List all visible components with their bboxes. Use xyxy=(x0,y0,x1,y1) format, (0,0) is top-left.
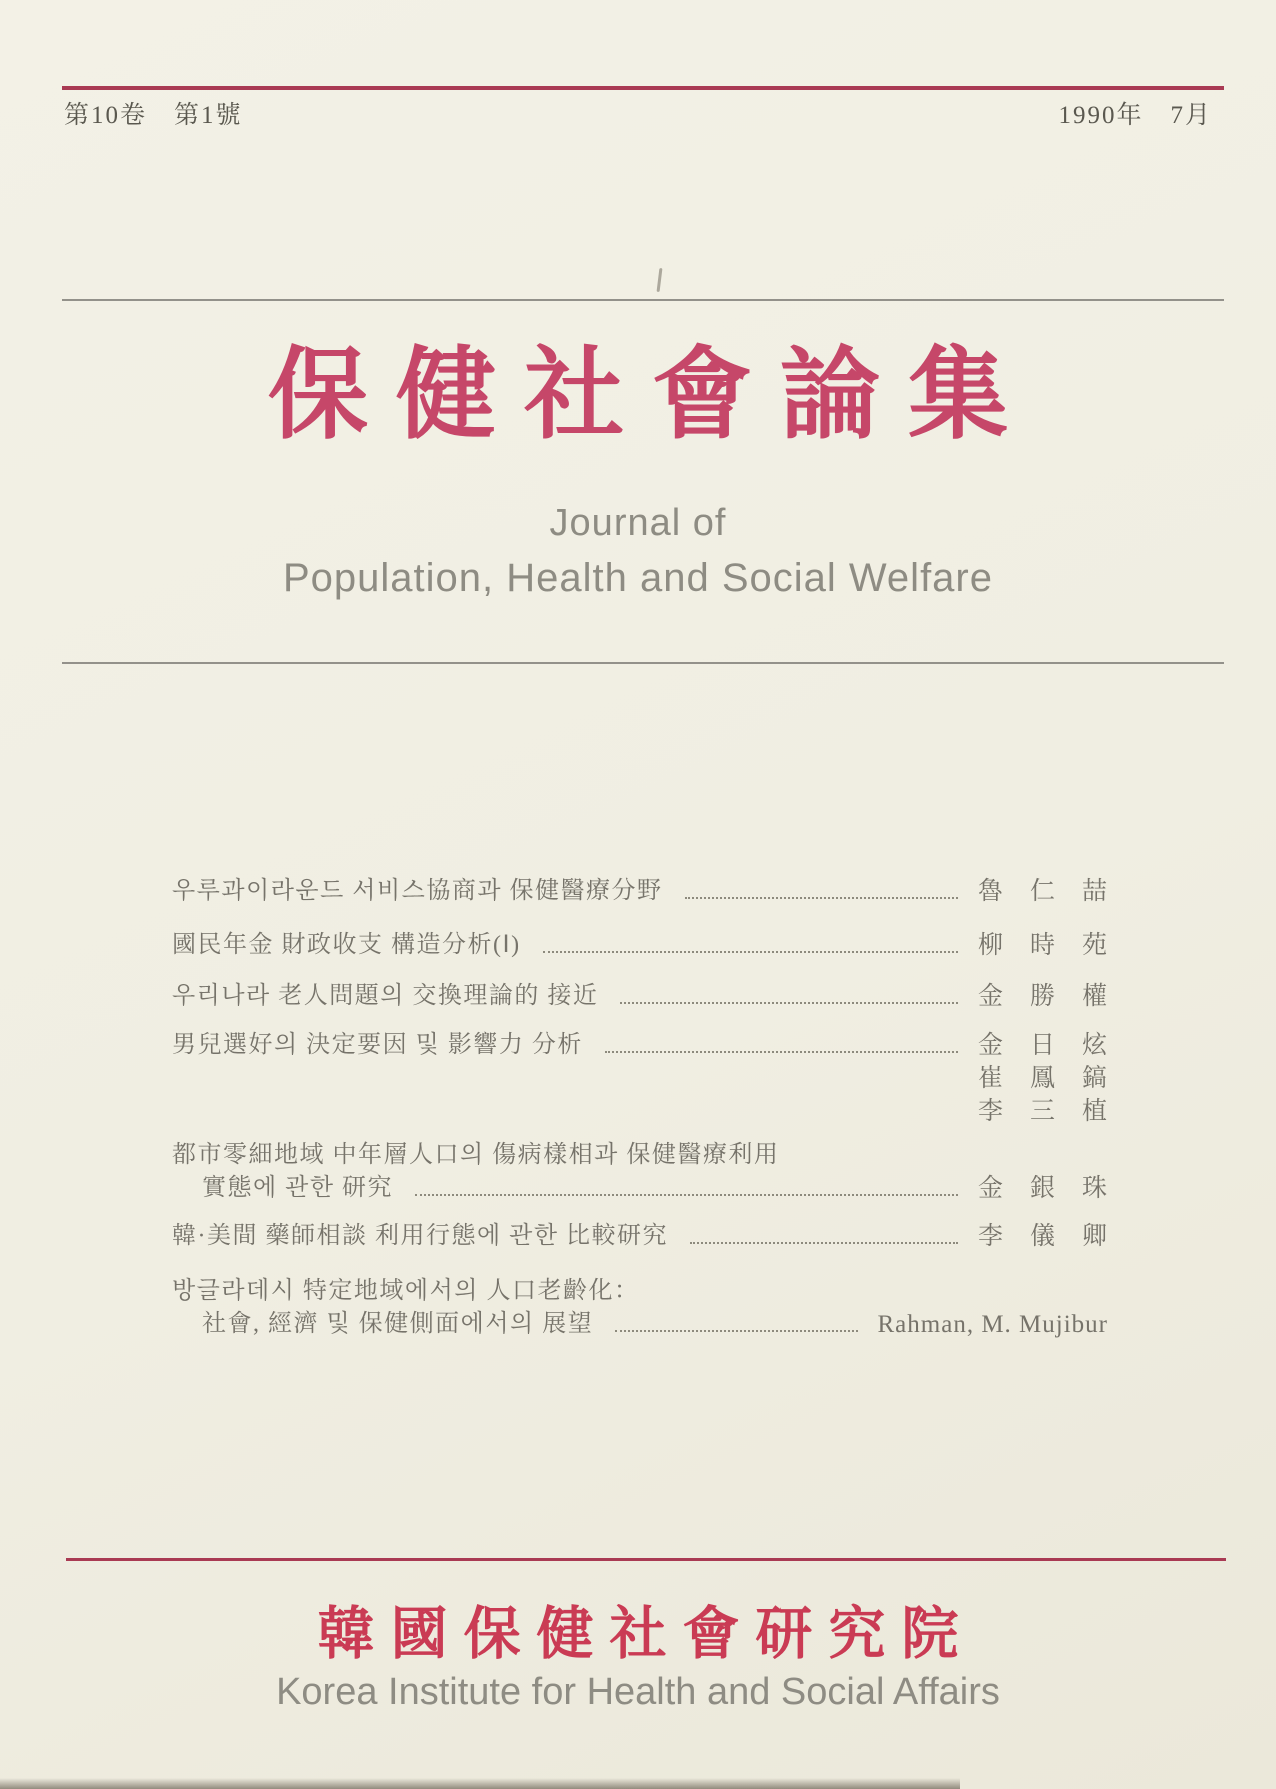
top-red-rule xyxy=(62,86,1224,90)
toc-entry xyxy=(172,1139,1126,1205)
scan-stray-mark xyxy=(657,268,663,292)
volume-issue-label: 第10卷 第1號 xyxy=(64,102,243,129)
toc-entry-title xyxy=(172,875,974,908)
toc-author: 金 日 炫 xyxy=(977,1032,1108,1059)
toc-entry-title xyxy=(172,929,974,962)
institute-name-cjk: 韓國保健社會研究院 xyxy=(317,1603,975,1666)
toc-entry-title xyxy=(172,1275,874,1341)
toc-author: 金 銀 珠 xyxy=(977,1175,1108,1202)
toc-entry-title xyxy=(172,1029,974,1062)
toc-title-text: 우리나라 老人問題의 交換理論的 接近 xyxy=(172,983,599,1009)
dot-leader xyxy=(605,1051,958,1053)
toc-title-line xyxy=(172,1172,974,1205)
toc-entry-authors xyxy=(978,1220,1126,1253)
upper-gray-rule xyxy=(62,299,1224,301)
toc-author: 李 儀 卿 xyxy=(977,1223,1108,1250)
toc-entry xyxy=(172,929,1126,962)
toc-entry xyxy=(172,1029,1126,1128)
toc-title-line xyxy=(172,1139,974,1172)
footer-red-rule xyxy=(66,1558,1226,1561)
dot-leader xyxy=(415,1194,958,1196)
toc-entry-authors xyxy=(878,1308,1127,1341)
journal-subtitle-line1: Journal of xyxy=(549,502,727,544)
institute-name-en: Korea Institute for Health and Social Affairs xyxy=(276,1671,1000,1713)
toc-entry xyxy=(172,1275,1126,1341)
dot-leader xyxy=(543,951,958,953)
toc-title-text: 都市零細地域 中年層人口의 傷病樣相과 保健醫療利用 xyxy=(172,1142,780,1168)
toc-author: 李 三 植 xyxy=(977,1098,1108,1125)
toc-title-line xyxy=(172,929,974,962)
issue-date-label: 1990年 7月 xyxy=(1058,102,1212,129)
toc-entry xyxy=(172,980,1126,1013)
toc-author: 崔 鳳 鎬 xyxy=(977,1065,1108,1092)
toc-title-line xyxy=(172,1308,874,1341)
toc-entry-title xyxy=(172,1220,974,1253)
toc-author: Rahman, M. Mujibur xyxy=(877,1311,1108,1338)
dot-leader xyxy=(615,1330,857,1332)
toc-author: 金 勝 權 xyxy=(977,983,1108,1010)
dot-leader xyxy=(620,1002,958,1004)
toc-entry-authors xyxy=(978,1029,1126,1128)
toc-title-line xyxy=(172,1220,974,1253)
toc-title-text: 國民年金 財政收支 構造分析(Ⅰ) xyxy=(172,932,521,958)
toc-entry-authors xyxy=(978,980,1126,1013)
toc-title-text: 韓·美間 藥師相談 利用行態에 관한 比較研究 xyxy=(172,1223,669,1249)
dot-leader xyxy=(685,897,958,899)
toc-title-text: 社會, 經濟 및 保健側面에서의 展望 xyxy=(202,1311,594,1337)
toc-entry xyxy=(172,875,1126,908)
toc xyxy=(172,875,1126,1341)
toc-author: 柳 時 苑 xyxy=(977,932,1108,959)
toc-title-text: 방글라데시 特定地域에서의 人口老齡化： xyxy=(172,1278,640,1304)
toc-entry xyxy=(172,1220,1126,1253)
toc-title-text: 男兒選好의 決定要因 및 影響力 分析 xyxy=(172,1032,583,1058)
toc-title-line xyxy=(172,1029,974,1062)
toc-author: 魯 仁 喆 xyxy=(977,878,1108,905)
lower-gray-rule xyxy=(62,662,1224,664)
toc-title-line xyxy=(172,980,974,1013)
toc-title-text: 實態에 관한 研究 xyxy=(202,1175,394,1201)
toc-entry-title xyxy=(172,1139,974,1205)
dot-leader xyxy=(690,1242,958,1244)
toc-title-text: 우루과이라운드 서비스協商과 保健醫療分野 xyxy=(172,878,663,904)
issue-header xyxy=(64,95,1212,131)
toc-title-line xyxy=(172,875,974,908)
toc-entry-authors xyxy=(978,929,1126,962)
toc-entry-authors xyxy=(978,1172,1126,1205)
toc-entry-title xyxy=(172,980,974,1013)
journal-subtitle-line2: Population, Health and Social Welfare xyxy=(282,556,993,600)
journal-title-cjk: 保健社會論集 xyxy=(268,340,1036,451)
toc-entry-authors xyxy=(978,875,1126,908)
scan-edge-shadow xyxy=(0,1778,960,1789)
toc-title-line xyxy=(172,1275,874,1308)
